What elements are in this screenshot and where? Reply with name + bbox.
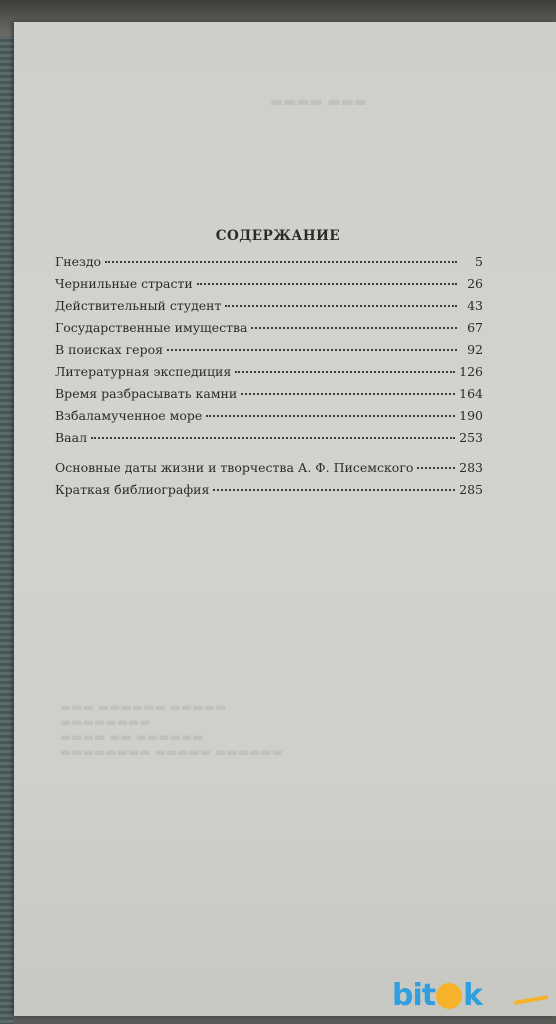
toc-entry-page: 126	[459, 364, 483, 379]
leader-dots	[91, 425, 455, 439]
toc-entry-title: Основные даты жизни и творчества А. Ф. Писемского	[55, 460, 414, 475]
leader-dots	[197, 271, 457, 285]
toc-entry-page: 253	[459, 430, 483, 445]
leader-dots	[251, 315, 457, 329]
leader-dots	[417, 455, 455, 469]
toc-entry-title: Чернильные страсти	[55, 276, 193, 291]
toc-entry-title: Краткая библиография	[55, 482, 210, 497]
leader-dots	[206, 403, 455, 417]
toc-entry-title: Взбаламученное море	[55, 408, 203, 423]
toc-entry	[55, 428, 483, 450]
leader-dots	[167, 337, 457, 351]
bleed-through-block: ▬▬▬ ▬▬▬▬▬▬ ▬▬▬▬▬ ▬▬▬▬▬▬▬▬ ▬▬▬▬ ▬▬ ▬▬▬▬▬▬ ▬▬▬▬▬▬▬▬ ▬▬▬▬▬ ▬▬▬▬▬▬	[60, 700, 284, 759]
table-of-contents	[55, 252, 483, 502]
leader-dots	[235, 359, 455, 373]
coin-icon	[436, 983, 462, 1009]
toc-entry-title: Гнездо	[55, 254, 102, 269]
watermark-logo	[392, 978, 542, 1018]
toc-entry-page: 67	[467, 320, 483, 335]
bleed-through-top: ▬▬▬▬ ▬▬▬	[270, 94, 368, 110]
toc-appendix-entry	[55, 480, 483, 502]
toc-entry-page: 43	[467, 298, 483, 313]
toc-entry-page: 164	[459, 386, 483, 401]
leader-dots	[241, 381, 455, 395]
toc-entry-page: 285	[459, 482, 483, 497]
toc-entry-page: 5	[475, 254, 483, 269]
toc-entry-title: Время разбрасывать камни	[55, 386, 238, 401]
toc-entry-title: Действительный студент	[55, 298, 222, 313]
toc-entry-title: В поисках героя	[55, 342, 163, 357]
toc-entry-page: 283	[459, 460, 483, 475]
leader-dots	[105, 249, 457, 263]
toc-heading: СОДЕРЖАНИЕ	[215, 228, 341, 244]
toc-entry-title: Ваал	[55, 430, 88, 445]
leader-dots	[213, 477, 455, 491]
leader-dots	[225, 293, 457, 307]
toc-entry-title: Литературная экспедиция	[55, 364, 232, 379]
toc-entry-page: 26	[467, 276, 483, 291]
book-page	[14, 22, 556, 1016]
toc-entry-page: 190	[459, 408, 483, 423]
watermark-text-right: k	[463, 978, 483, 1013]
book-edge	[0, 0, 14, 1024]
toc-entry-title: Государственные имущества	[55, 320, 248, 335]
watermark-text-left: bit	[392, 978, 436, 1013]
toc-entry-page: 92	[467, 342, 483, 357]
